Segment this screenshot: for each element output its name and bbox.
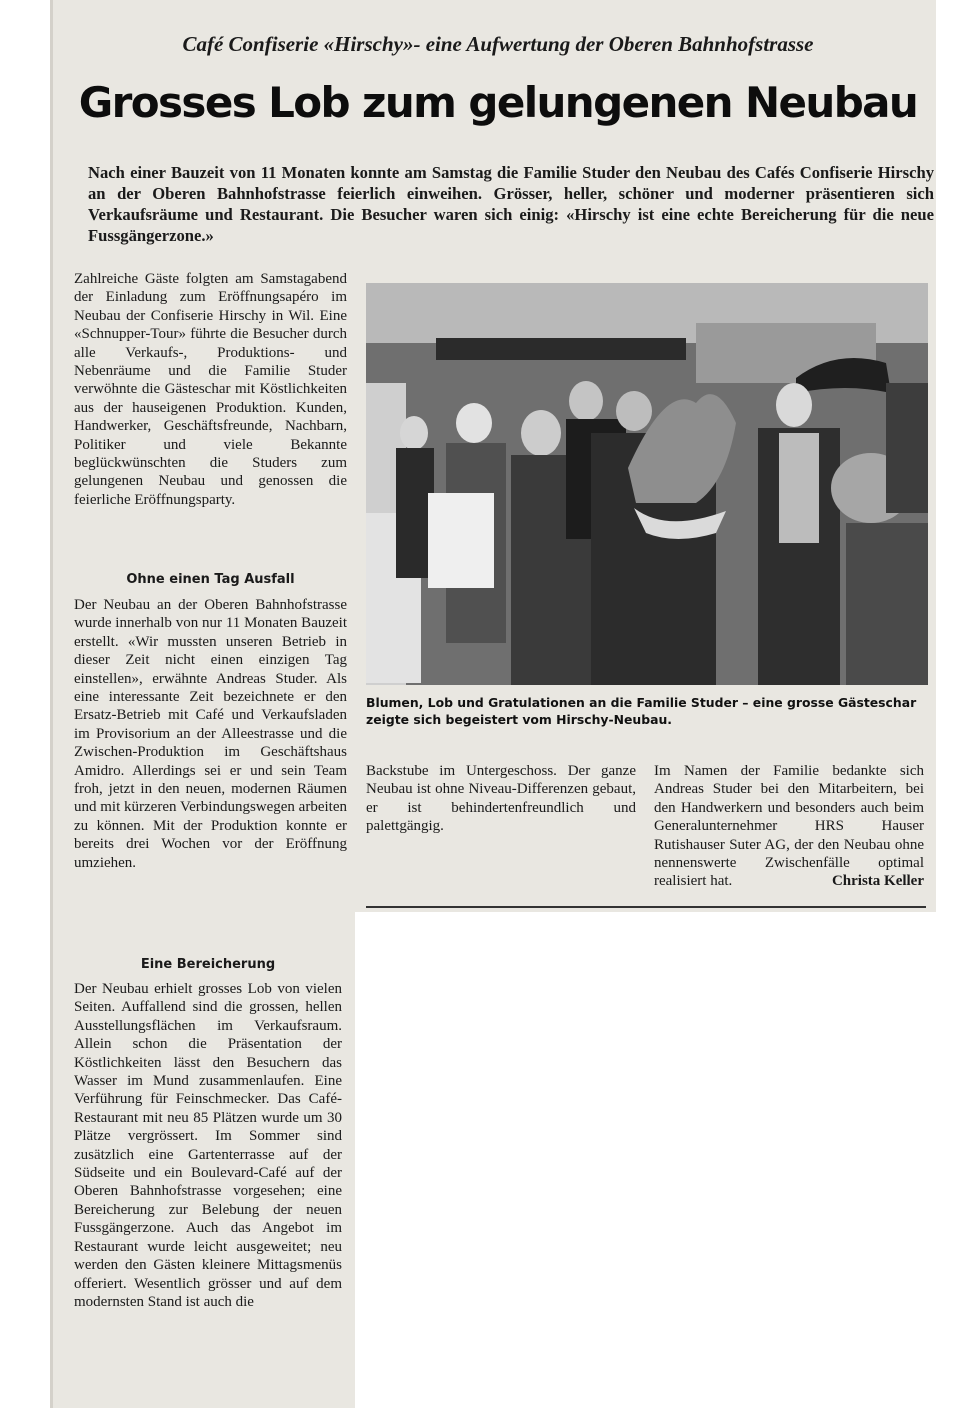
- article-headline: Grosses Lob zum gelungenen Neubau: [78, 78, 918, 127]
- subhead-enrichment: Eine Bereicherung: [140, 957, 276, 972]
- article-lead: Nach einer Bauzeit von 11 Monaten konnte am Samstag die Familie Studer den Neubau des Cafés Confiserie Hirschy an der Oberen Bahnhofstrasse feierlich einweihen. Grösser, heller, schöner und moderner präsentieren sich Verkaufsräume und Restaurant. Die Besucher waren sich einig: «Hirschy ist eine echte Bereicherung für die neue Fussgängerzone.»: [88, 163, 934, 245]
- subhead-no-downtime: Ohne einen Tag Ausfall: [126, 572, 295, 587]
- article-kicker: Café Confiserie «Hirschy»- eine Aufwertung der Oberen Bahnhofstrasse: [182, 32, 814, 56]
- photo-caption: Blumen, Lob und Gratulationen an die Familie Studer – eine grosse Gästeschar zeigte sich begeistert vom Hirschy-Neubau.: [366, 695, 917, 727]
- article-column-1-section-2: [74, 596, 347, 872]
- article-column-3: [654, 762, 924, 891]
- event-photo: [366, 283, 928, 685]
- article-column-2: [366, 762, 636, 836]
- blank-area: [355, 912, 964, 1408]
- paragraph-construction: Der Neubau an der Oberen Bahnhofstrasse wurde innerhalb von nur 11 Monaten Bauzeit erstellt. «Wir mussten unseren Betrieb in dieser Zeit nicht einen einzigen Tag einstellen», erwähnte Andreas Studer. Als eine interessante Zeit bezeichnete er den Ersatz-Betrieb mit Café und Verkaufsladen im Provisorium an der Alleestrasse und die Zwischen-Produktion im Geschäftshaus Amidro. Allerdings sei er und sein Team froh, jetzt in den neuen, modernen Räumen und mit kürzeren Verbindungswegen arbeiten zu können. Mit der Produktion konnte er bereits drei Wochen vor der Eröffnung umziehen.: [74, 597, 347, 871]
- author-byline: Christa Keller: [831, 873, 924, 890]
- article-column-1: [74, 270, 347, 509]
- paragraph-praise: Der Neubau erhielt grosses Lob von vielen Seiten. Auffallend sind die grossen, hellen Ausstellungsflächen im Verkaufsraum. Allein schon die Präsentation der Köstlichkeiten lässt den Besuchern das Wasser im Mund zusammenlaufen. Eine Verführung für Feinschmecker. Das Café-Restaurant mit neu 85 Plätzen wurde um 30 Plätze vergrössert. Im Sommer sind zusätzlich eine Gartenterrasse auf der Südseite und ein Boulevard-Café auf der Oberen Bahnhofstrasse vorgesehen; eine Bereicherung zur Belebung der neuen Fussgängerzone. Auch das Angebot im Restaurant wurde leicht ausgeweitet; neu werden den Gästen kleinere Mittagsmenüs offeriert. Wesentlich grösser und auf dem modernsten Stand ist auch die: [74, 981, 342, 1310]
- paragraph-bakery: Backstube im Untergeschoss. Der ganze Neubau ist ohne Niveau-Differenzen gebaut, er ist behindertenfreundlich und palettgängig.: [366, 763, 636, 835]
- article-end-rule: [366, 906, 926, 908]
- article-column-1-section-3: [74, 980, 342, 1311]
- paragraph-thanks-text: Im Namen der Familie bedankte sich Andreas Studer bei den Mitarbeitern, bei den Handwerkern und besonders auch beim Generalunternehmer HRS Hauser Rutishauser Suter AG, der den Neubau ohne nennenswerte Zwischenfälle optimal realisiert hat.: [654, 763, 924, 890]
- paragraph-guests: Zahlreiche Gäste folgten am Samstagabend der Einladung zum Eröffnungsapéro im Neubau der Confiserie Hirschy in Wil. Eine «Schnupper-Tour» führte die Besucher durch alle Verkaufs-, Produktions- und Nebenräume und die Familie Studer verwöhnte die Gästeschar mit Köstlichkeiten aus der hauseigenen Produktion. Kunden, Handwerker, Geschäftsfreunde, Nachbarn, Politiker und viele Bekannte beglückwünschten die Studers zum gelungenen Neubau und genossen die feierliche Eröffnungsparty.: [74, 271, 347, 508]
- clipping-edge: [50, 0, 53, 1408]
- paragraph-thanks: [654, 762, 924, 891]
